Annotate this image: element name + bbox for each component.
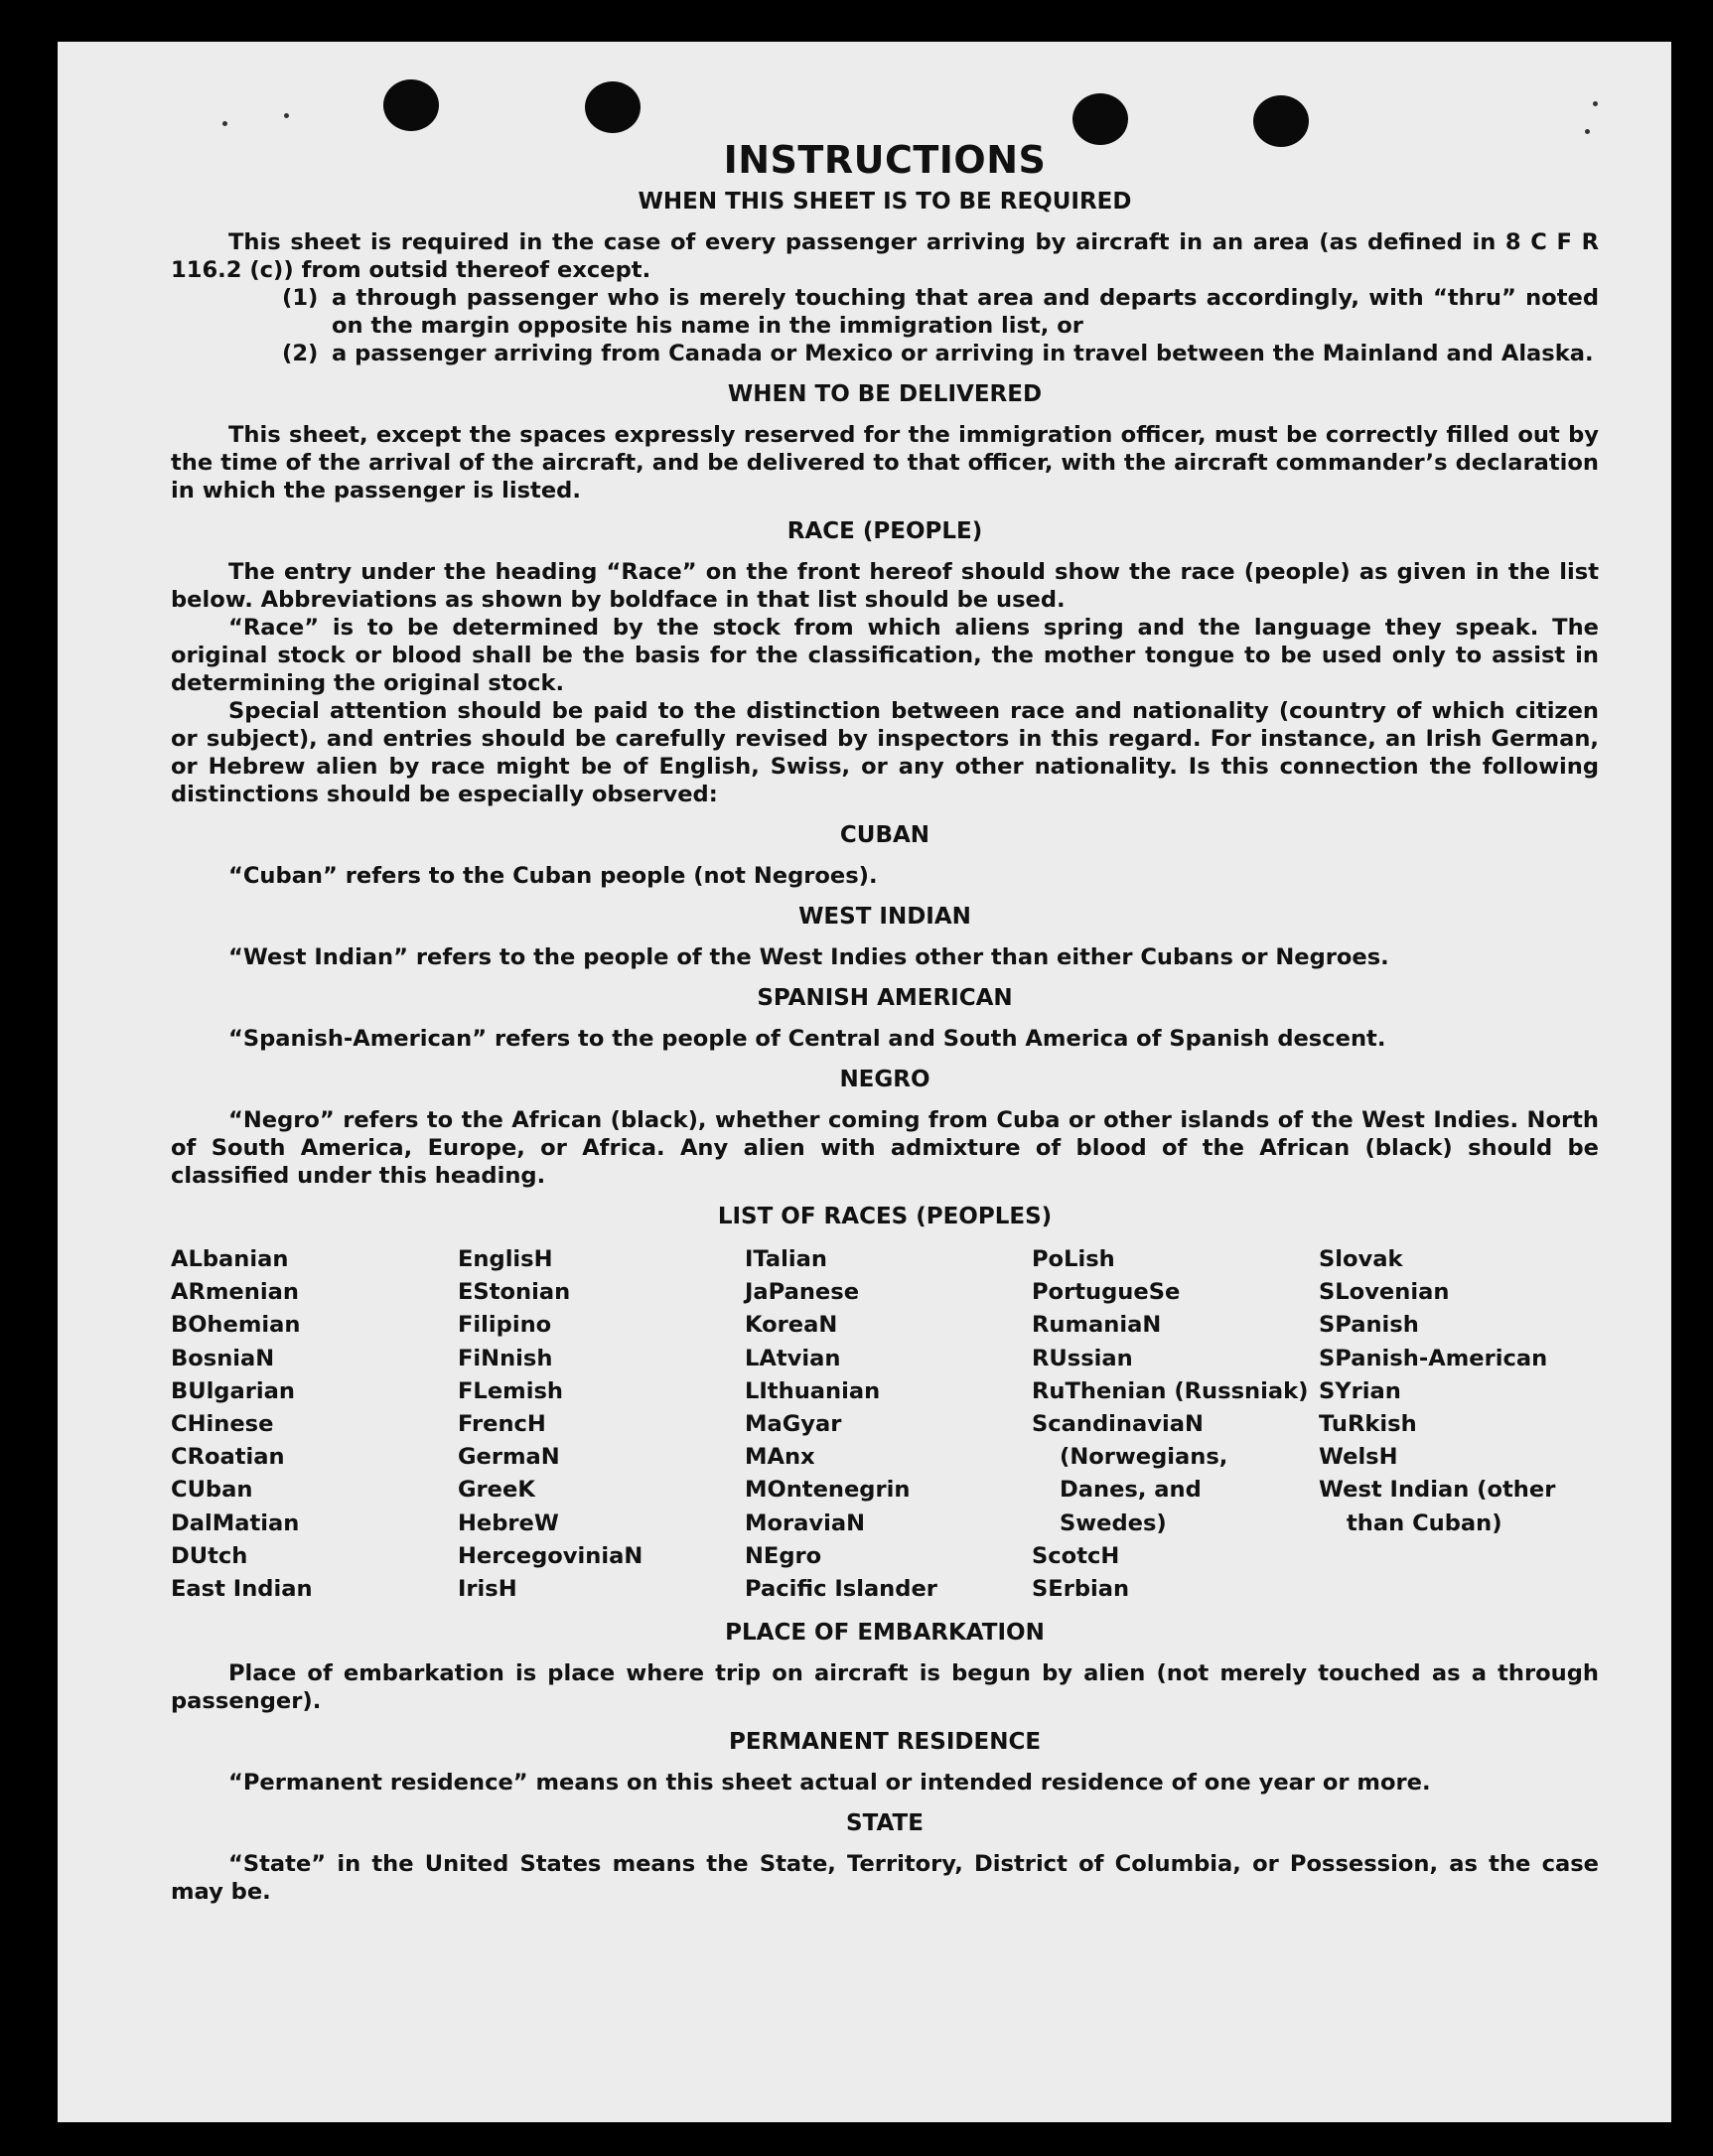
section-paragraph: “Cuban” refers to the Cuban people (not Negroes).	[228, 863, 878, 889]
race-entry: FiNnish	[458, 1345, 553, 1371]
section-heading-race-people: RACE (PEOPLE)	[786, 518, 983, 544]
section-heading-place-of-embarkation: PLACE OF EMBARKATION	[725, 1620, 1045, 1647]
speck	[1585, 129, 1590, 134]
document-content	[171, 137, 1599, 1906]
race-entry: CRoatian	[171, 1444, 285, 1471]
section-heading-permanent-residence: PERMANENT RESIDENCE	[728, 1729, 1042, 1756]
race-entry: ScotcH	[1032, 1542, 1120, 1569]
race-entry: RuThenian (Russniak)	[1032, 1377, 1309, 1404]
race-entry: FLemish	[458, 1377, 563, 1404]
speck	[222, 121, 227, 126]
section-heading-when-this-sheet-is-to-be-required: WHEN THIS SHEET IS TO BE REQUIRED	[638, 189, 1132, 215]
race-entry: GreeK	[458, 1477, 535, 1504]
section-paragraph: “West Indian” refers to the people of the West Indies other than either Cubans or Negroes.	[228, 944, 1389, 970]
race-entry: KoreaN	[745, 1312, 838, 1339]
speck	[284, 113, 289, 118]
race-column	[458, 1243, 738, 1606]
section-paragraph: “Spanish-American” refers to the people of Central and South America of Spanish descent.	[228, 1026, 1386, 1052]
race-entry: SYrian	[1319, 1377, 1401, 1404]
race-list	[171, 1243, 1599, 1606]
section-heading-west-indian: WEST INDIAN	[798, 904, 971, 930]
race-entry: GermaN	[458, 1444, 560, 1471]
race-column	[745, 1243, 1025, 1606]
races-heading: LIST OF RACES (PEOPLES)	[717, 1204, 1053, 1229]
race-entry: LAtvian	[745, 1345, 841, 1371]
race-column	[171, 1243, 451, 1606]
section-heading-spanish-american: SPANISH AMERICAN	[757, 985, 1013, 1011]
race-entry: Pacific Islander	[745, 1576, 937, 1603]
race-entry: HercegoviniaN	[458, 1542, 643, 1569]
race-entry: HebreW	[458, 1509, 559, 1536]
race-entry: ALbanian	[171, 1246, 289, 1272]
race-entry: IrisH	[458, 1576, 517, 1603]
section-paragraph: The entry under the heading “Race” on the front hereof should show the race (people) as given in the list below. Abbreviations as shown by boldface in that list should be used.	[171, 559, 1599, 613]
race-column	[1032, 1243, 1312, 1606]
exception-item	[171, 340, 1599, 367]
race-entry: CHinese	[171, 1411, 274, 1438]
exception-item-text: a through passenger who is merely touching that area and departs accordingly, with “thru” noted on the margin opposite his name in the immigration list, or	[332, 285, 1599, 339]
punch-hole	[585, 81, 641, 133]
closing-sections	[171, 1618, 1599, 1906]
exception-item-number: (2)	[282, 341, 319, 366]
race-entry: East Indian	[171, 1576, 313, 1603]
race-entry: NEgro	[745, 1542, 822, 1569]
race-entry: PortugueSe	[1032, 1279, 1181, 1306]
section-heading-negro: NEGRO	[839, 1067, 930, 1092]
section-paragraph: “Negro” refers to the African (black), whether coming from Cuba or other islands of the West Indies. North of South America, Europe, or Africa. Any alien with admixture of blood of the African (black) should be classified under this heading.	[171, 1107, 1599, 1189]
section-heading-state: STATE	[846, 1810, 924, 1837]
race-entry: EnglisH	[458, 1246, 553, 1272]
section-paragraph: Special attention should be paid to the distinction between race and nationality (country of which citizen or subject), and entries should be carefully revised by inspectors in this regard. For instance, an Irish German, or Hebrew alien by race might be of English, Swiss, or any other nationality. Is this connection the following distinctions should be especially observed:	[171, 698, 1599, 807]
section-paragraph: This sheet, except the spaces expressly reserved for the immigration officer, must be correctly filled out by the time of the arrival of the aircraft, and be delivered to that officer, with the aircraft commander’s declaration in which the passenger is listed.	[171, 422, 1599, 503]
speck	[1593, 101, 1598, 106]
race-entry: MaGyar	[745, 1411, 842, 1438]
race-entry: MAnx	[745, 1444, 815, 1471]
race-entry: PoLish	[1032, 1246, 1115, 1272]
section-paragraph: “State” in the United States means the State, Territory, District of Columbia, or Possession, as the case may be.	[171, 1851, 1599, 1906]
race-entry: LIthuanian	[745, 1377, 881, 1404]
race-entry: BOhemian	[171, 1312, 301, 1339]
race-entry: SPanish	[1319, 1312, 1419, 1339]
race-entry: West Indian (other than Cuban)	[1319, 1477, 1556, 1536]
race-entry: Slovak	[1319, 1246, 1403, 1272]
race-entry: ARmenian	[171, 1279, 299, 1306]
race-entry: ScandinaviaN (Norwegians, Danes, and Swedes)	[1032, 1411, 1228, 1536]
instruction-sections	[171, 187, 1599, 1190]
exception-item-number: (1)	[282, 285, 319, 311]
exception-item	[171, 284, 1599, 340]
race-entry: DUtch	[171, 1542, 248, 1569]
race-entry: FrencH	[458, 1411, 546, 1438]
race-entry: CUban	[171, 1477, 253, 1504]
section-paragraph: “Race” is to be determined by the stock from which aliens spring and the language they speak. The original stock or blood shall be the basis for the classification, the mother tongue to be used only to assist in determining the original stock.	[171, 615, 1599, 696]
race-entry: MOntenegrin	[745, 1477, 911, 1504]
race-entry: DalMatian	[171, 1509, 300, 1536]
section-paragraph: “Permanent residence” means on this sheet actual or intended residence of one year or more.	[228, 1770, 1431, 1797]
race-entry: RUssian	[1032, 1345, 1133, 1371]
race-entry: SPanish-American	[1319, 1345, 1548, 1371]
section-paragraph: This sheet is required in the case of every passenger arriving by aircraft in an area (as defined in 8 C F R 116.2 (c)) from outsid thereof except.	[171, 229, 1599, 283]
section-paragraph: Place of embarkation is place where trip on aircraft is begun by alien (not merely touched as a through passenger).	[171, 1660, 1599, 1715]
race-entry: Filipino	[458, 1312, 552, 1339]
race-entry: SLovenian	[1319, 1279, 1450, 1306]
race-entry: RumaniaN	[1032, 1312, 1162, 1339]
race-column	[1319, 1243, 1599, 1606]
race-entry: BosniaN	[171, 1345, 275, 1371]
section-heading-when-to-be-delivered: WHEN TO BE DELIVERED	[727, 381, 1043, 407]
race-entry: ITalian	[745, 1246, 827, 1272]
race-entry: BUlgarian	[171, 1377, 295, 1404]
punch-hole	[383, 79, 439, 131]
section-heading-cuban: CUBAN	[839, 822, 930, 848]
race-entry: TuRkish	[1319, 1411, 1417, 1438]
race-entry: JaPanese	[745, 1279, 860, 1306]
document-page	[58, 42, 1671, 2122]
race-entry: WelsH	[1319, 1444, 1398, 1471]
race-entry: EStonian	[458, 1279, 571, 1306]
exception-item-text: a passenger arriving from Canada or Mexico or arriving in travel between the Mainland and Alaska.	[332, 341, 1594, 366]
race-entry: MoraviaN	[745, 1509, 866, 1536]
race-entry: SErbian	[1032, 1576, 1130, 1603]
document-title: INSTRUCTIONS	[723, 138, 1047, 182]
